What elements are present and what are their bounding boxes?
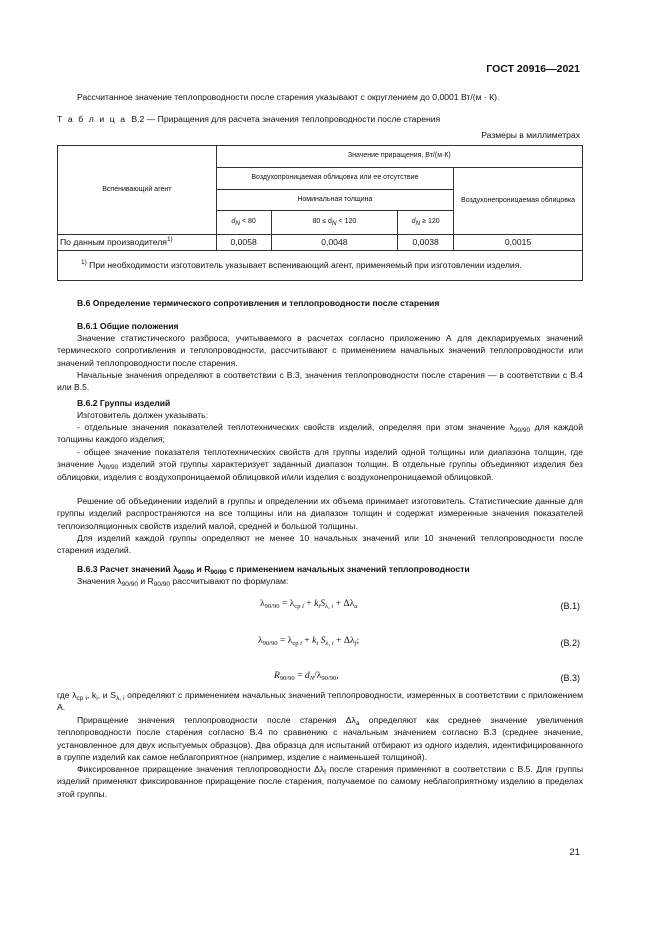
b62-list-item-1: - отдельные значения показателей теплотехнических свойств изделий, определяя при этом значение $\lambda_{90/90}$ для каждой толщины каждого изделия; bbox=[57, 422, 584, 445]
row-label: По данным производителя$^{1)}$ bbox=[58, 235, 217, 251]
b62-paragraph-3: Для изделий каждой группы определяют не менее 10 начальных значений или 10 значений теплопроводности после старения изделий. bbox=[57, 533, 583, 556]
b63-where: где $\lambda_{ср i}$, $k_i$, и $S_{\lambda, i}$ определяют с применением начальных значений теплопроводности, измеренных в соответствии с приложением А. bbox=[57, 690, 583, 713]
b63-paragraph-3: Фиксированное приращение значения теплопроводности $\Delta\lambda_f$ после старения применяют в соответствии с В.5. Для группы изделий применяют фиксированное приращение после старения, получаемое по самому неблагоприятному изделию в пределах этой группы. bbox=[57, 764, 583, 799]
section-b62-title: В.6.2 Группы изделий bbox=[77, 398, 171, 408]
formula-b3: $R_{90/90} = d_N/\lambda_{90/90}$, bbox=[274, 670, 339, 682]
equation-number-b2: (В.2) bbox=[560, 638, 580, 648]
increment-table bbox=[57, 145, 583, 281]
value-cell: 0,0038 bbox=[398, 235, 454, 251]
b62-paragraph-2: Решение об объединении изделий в группы и определении их объема принимает изготовитель. Статистические данные для группы изделий распространяются на все толщины или на диапазон толщин и содержат измеренные значения показателей теплоизоляционных свойств изделий малой, средней и большой толщины. bbox=[57, 496, 583, 531]
col-d-lt-80: $d_N < 80$ bbox=[216, 211, 271, 235]
b62-paragraph-1: Изготовитель должен указывать: bbox=[77, 410, 209, 420]
value-header: Значение приращения, Вт/(м·К) bbox=[216, 146, 582, 168]
nominal-header: Номинальная толщина bbox=[216, 190, 453, 211]
b61-paragraph-2: Начальные значения определяют в соответствии с В.3, значения теплопроводности после старения — в соответствии с В.4 или В.5. bbox=[57, 370, 583, 393]
b61-paragraph-1: Значение статистического разброса, учитываемого в расчетах согласно приложению А для декларируемых значений термического сопротивления и теплопроводности, рассчитывают с применением начальных значений теплопроводности или значений теплопроводности после старения. bbox=[57, 333, 583, 368]
section-b61-title: В.6.1 Общие положения bbox=[77, 321, 179, 331]
table-units: Размеры в миллиметрах bbox=[481, 130, 580, 140]
permeable-header: Воздухопроницаемая облицовка или ее отсутствие bbox=[216, 168, 453, 190]
table-footnote: $^{1)}$ При необходимости изготовитель указывает вспенивающий агент, применяемый при изготовлении изделия. bbox=[58, 251, 583, 281]
col-agent: Вспенивающий агент bbox=[58, 146, 217, 235]
formula-b1: $\lambda_{90/90} = \lambda_{ср i} + k_iS_{\lambda, i} + \Delta\lambda_a$ bbox=[260, 598, 358, 610]
formula-b2: $\lambda_{90/90} = \lambda_{ср i} + k_i$ $S_{\lambda, i} + \Delta\lambda_f$; bbox=[258, 635, 360, 647]
col-d-ge-120: $d_N \ge 120$ bbox=[398, 211, 454, 235]
intro-paragraph: Рассчитанное значение теплопроводности после старения указывают с округлением до 0,0001 Вт/(м · К). bbox=[77, 92, 500, 102]
equation-number-b1: (В.1) bbox=[560, 601, 580, 611]
value-cell: 0,0015 bbox=[454, 235, 583, 251]
value-cell: 0,0048 bbox=[271, 235, 398, 251]
b62-list-item-2: - общее значение показателя теплотехнических свойств для группы изделий одной толщины или диапазона толщин, где значение $\lambda_{90/90}$ изделий этой группы характеризует заданный диапазон толщин. В отдельные группы объединяют изделия без облицовки, изделия с воздухопроницаемой облицовкой и/или изделия с воздухонепроницаемой облицовкой. bbox=[57, 447, 584, 482]
value-cell: 0,0058 bbox=[216, 235, 271, 251]
page-number: 21 bbox=[569, 847, 580, 858]
b63-paragraph-1: Значения $\lambda_{90/90}$ и $R_{90/90}$ рассчитывают по формулам: bbox=[77, 576, 289, 588]
section-b63-title: В.6.3 Расчет значений $\lambda_{90/90}$ и $R_{90/90}$ с применением начальных значений теплопроводности bbox=[77, 564, 470, 576]
impermeable-header: Воздухонепроницаемая облицовка bbox=[454, 168, 583, 235]
col-d-80-120: $80 \le d_N < 120$ bbox=[271, 211, 398, 235]
b63-paragraph-2: Приращение значения теплопроводности после старения $\Delta\lambda_a$ определяют как среднее значение увеличения теплопроводности после старения согласно В.4 по сравнению с начальным значением согласно В.3 (среднее значение, установленное для двух испытуемых образцов). Два образца для испытаний отбирают из одного изделия, идентифицированного в группе изделий как самое неблагоприятное (например, изделие с наименьшей толщиной). bbox=[57, 715, 583, 763]
section-b6-title: В.6 Определение термического сопротивления и теплопроводности после старения bbox=[77, 298, 440, 308]
standard-header: ГОСТ 20916—2021 bbox=[486, 63, 580, 75]
equation-number-b3: (В.3) bbox=[560, 673, 580, 683]
table-caption: Т а б л и ц а В.2 — Приращения для расчета значения теплопроводности после старения bbox=[57, 114, 441, 124]
